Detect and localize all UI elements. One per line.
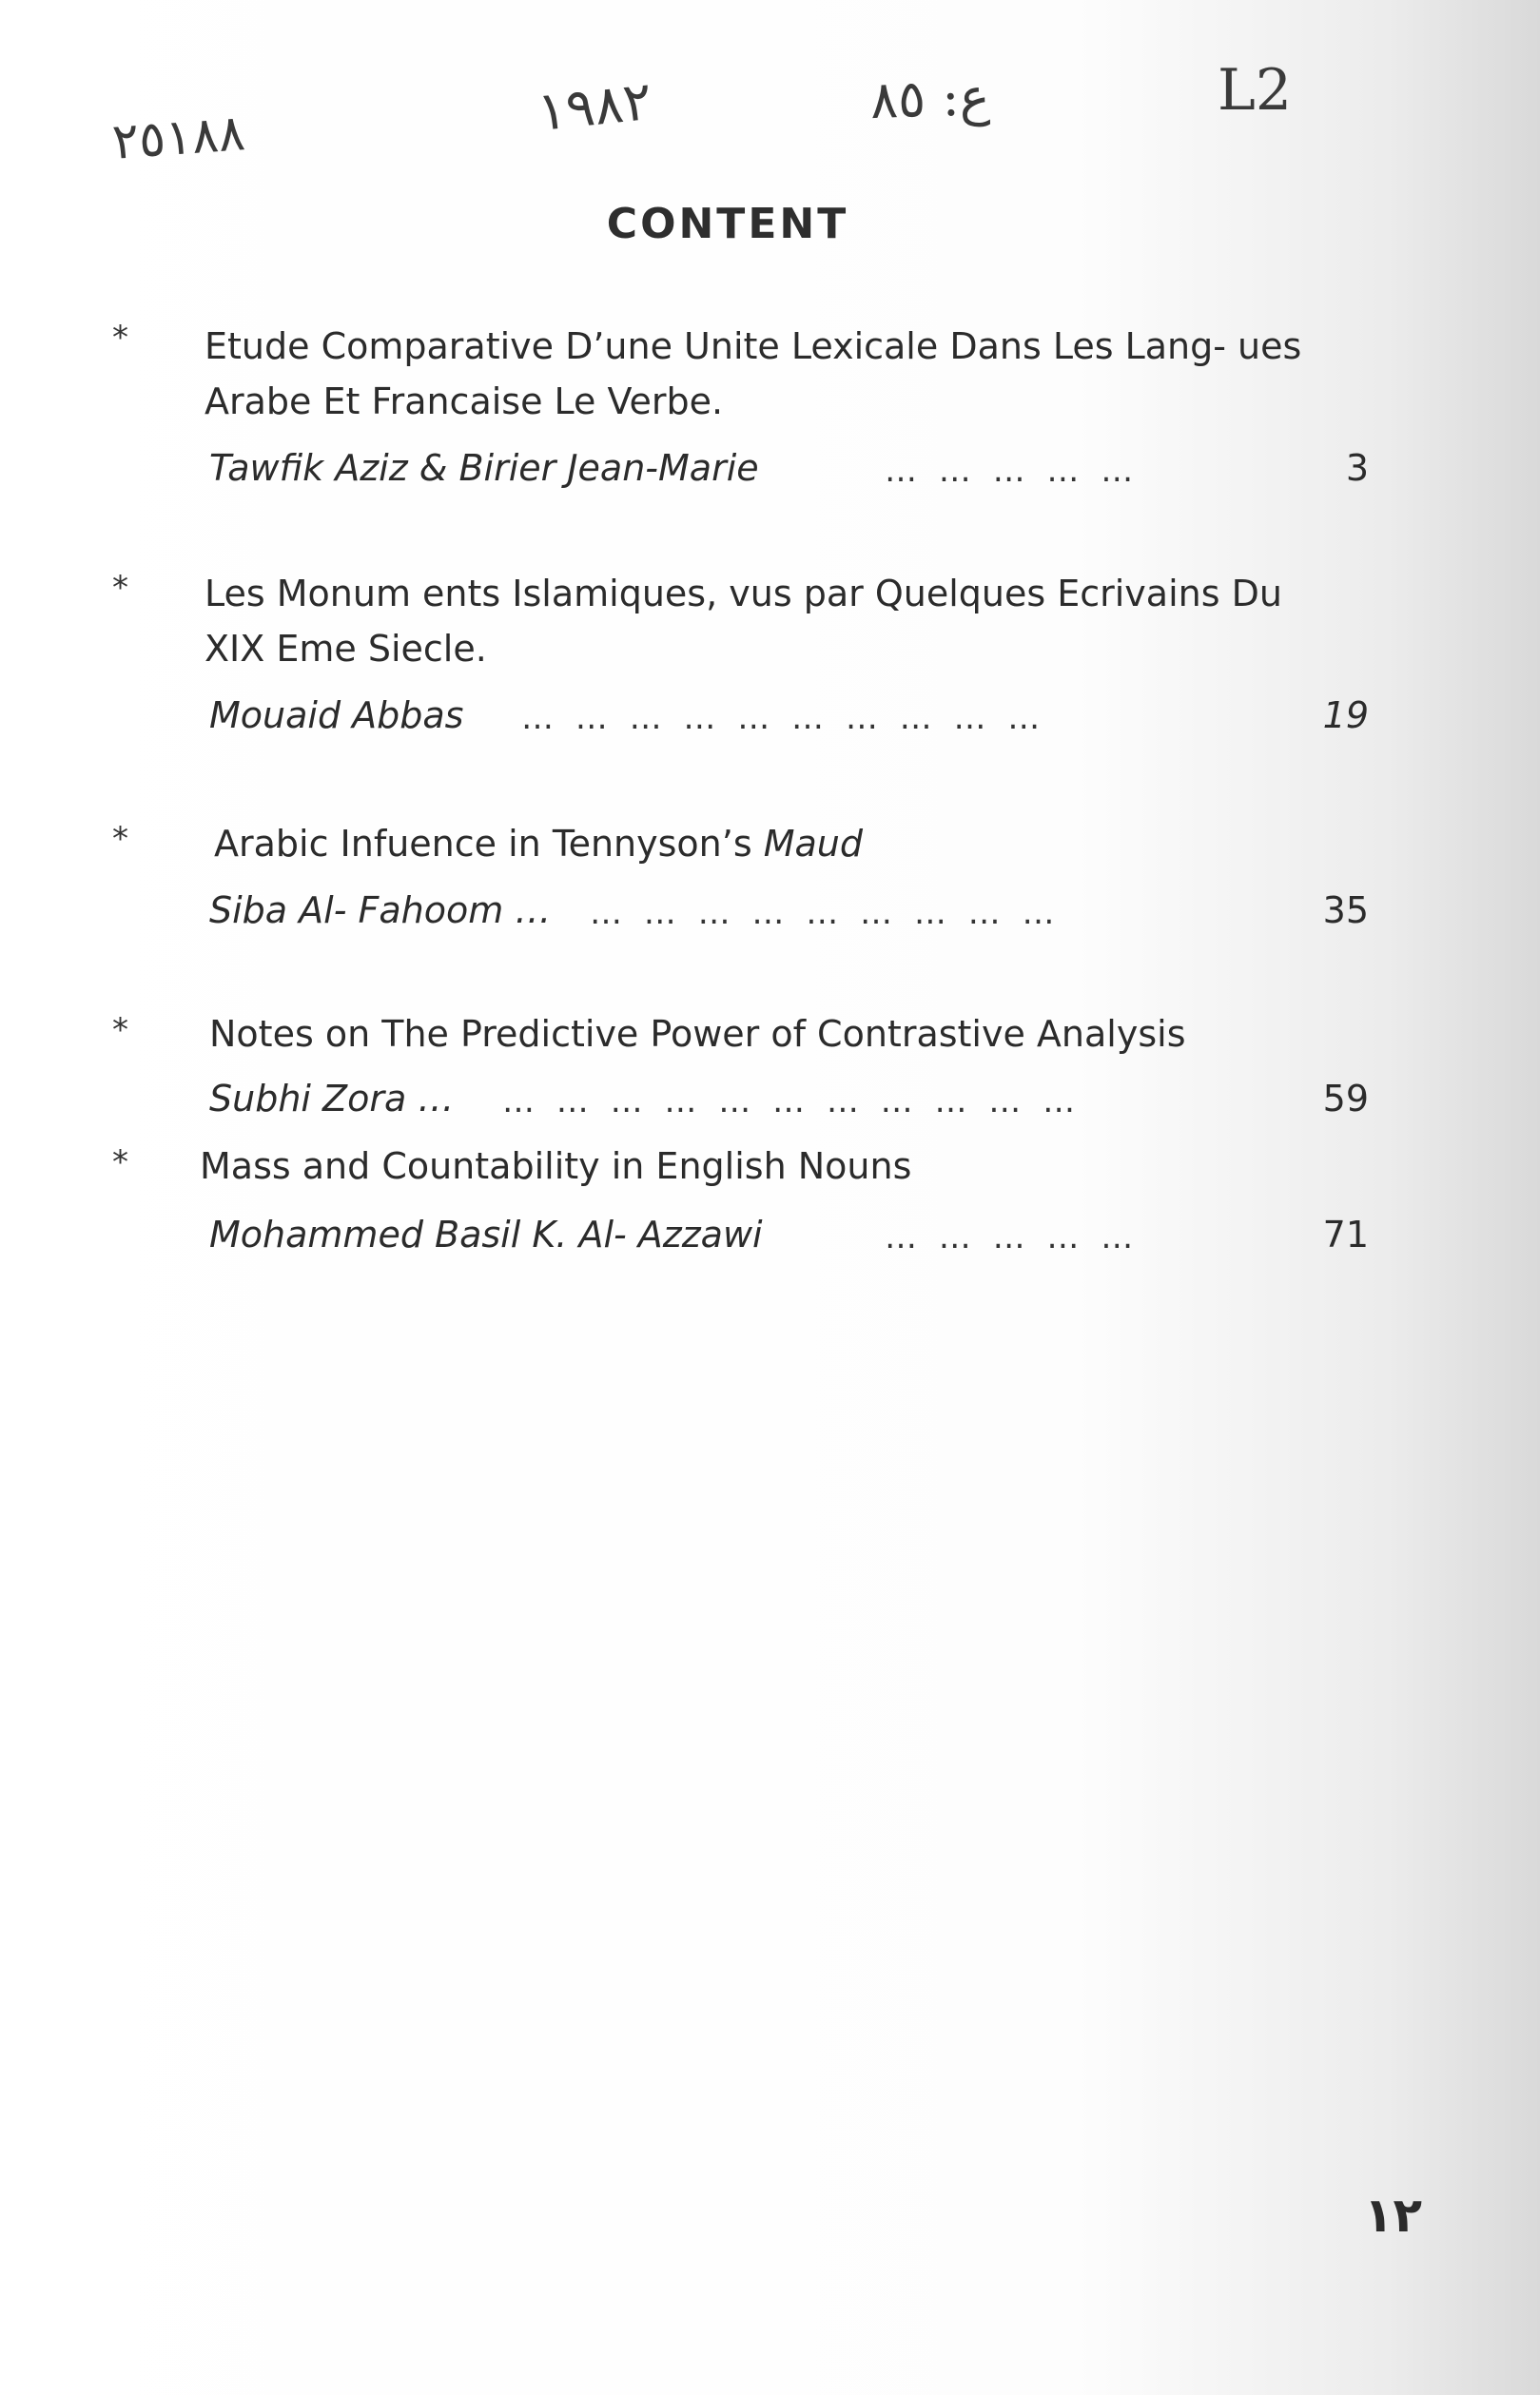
- entry-title: Les Monum ents Islamiques, vus par Quelques Ecrivains Du XIX Eme Siecle.: [205, 573, 1282, 670]
- dot-leader: … … … … …: [885, 1218, 1140, 1256]
- entry-title: Etude Comparative D’une Unite Lexicale Dans Les Lang- ues Arabe Et Francaise Le Verbe.: [205, 325, 1302, 422]
- entry-author: Subhi Zora …: [209, 1078, 455, 1120]
- bullet-icon: *: [112, 1011, 128, 1049]
- entry-author: Mohammed Basil K. Al- Azzawi: [209, 1214, 763, 1256]
- bullet-icon: *: [112, 1143, 128, 1181]
- entry-title-italic: Maud: [763, 823, 864, 865]
- entry-page-number: 71: [1322, 1214, 1369, 1256]
- handwritten-note-top-left: ٢٥١٨٨: [110, 105, 247, 171]
- page-number: ١٢: [1364, 2188, 1423, 2243]
- handwritten-note-year: ١٩٨٢: [534, 69, 655, 145]
- entry-author: Siba Al- Fahoom …: [209, 889, 552, 931]
- dot-leader: … … … … … … … … … … …: [502, 1082, 1082, 1120]
- entry-page-number: 19: [1322, 694, 1369, 736]
- bullet-icon: *: [112, 820, 128, 858]
- handwritten-note-top-right: L2: [1218, 57, 1293, 124]
- handwritten-note-issue: ع: ٨٥: [868, 66, 991, 131]
- contents-title: CONTENT: [606, 200, 849, 248]
- entry-title: [214, 816, 1317, 871]
- entry-title: Notes on The Predictive Power of Contrastive Analysis: [209, 1013, 1186, 1055]
- bullet-icon: *: [112, 569, 128, 607]
- entry-page-number: 3: [1345, 447, 1369, 489]
- entry-page-number: 35: [1322, 889, 1369, 931]
- entry-title: Mass and Countability in English Nouns: [200, 1145, 912, 1187]
- entry-author: Mouaid Abbas: [209, 694, 464, 736]
- entry-author: Tawfik Aziz & Birier Jean-Marie: [209, 447, 759, 489]
- dot-leader: … … … … … … … … …: [590, 894, 1061, 932]
- entry-title-text: Arabic Infuence in Tennyson’s: [214, 823, 752, 865]
- bullet-icon: *: [112, 319, 128, 357]
- dot-leader: … … … … …: [885, 452, 1140, 490]
- entry-page-number: 59: [1322, 1078, 1369, 1120]
- dot-leader: … … … … … … … … … …: [521, 699, 1046, 737]
